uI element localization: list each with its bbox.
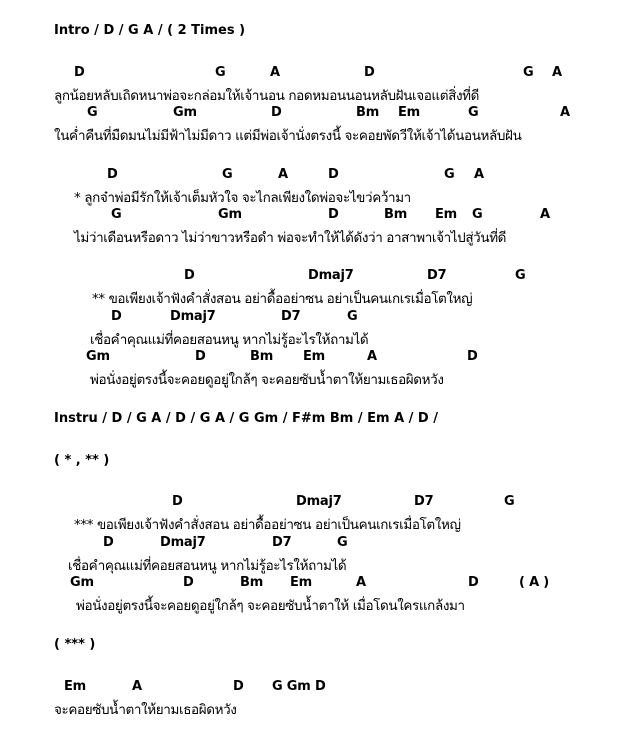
chord-symbol: G [222, 167, 233, 182]
chord-symbol: D [183, 575, 194, 590]
chord-symbol: Gm [86, 349, 110, 364]
chord-symbol: G [87, 105, 98, 120]
chord-symbol: G [515, 268, 526, 283]
chord-symbol: D [233, 679, 244, 694]
chorus1-lyric-2: ไม่ว่าเดือนหรือดาว ไม่ว่าขาวหรือดำ พ่อจะทำให้ได้ดังว่า อาสาพาเจ้าไปสู่วันที่ดี [74, 230, 507, 246]
chord-symbol: D [364, 65, 375, 80]
chord-symbol: A [278, 167, 288, 182]
instru-line: Instru / D / G A / D / G A / G Gm / F#m Bm / Em A / D / [54, 411, 438, 426]
chord-symbol: Em [303, 349, 326, 364]
chord-symbol: D [74, 65, 85, 80]
chord-symbol: A [270, 65, 280, 80]
chord-symbol: G [468, 105, 479, 120]
intro-line: Intro / D / G A / ( 2 Times ) [54, 23, 246, 38]
chord-symbol: D [467, 349, 478, 364]
chord-symbol: G [504, 494, 515, 509]
chord-symbol: ( A ) [519, 575, 549, 590]
chord-symbol: D [107, 167, 118, 182]
chord-symbol: G [337, 535, 348, 550]
chord-symbol: D [184, 268, 195, 283]
chord-symbol: D7 [414, 494, 434, 509]
repeat-marker-2: ( *** ) [54, 637, 96, 652]
chorus3-lyric-2: เชื่อคำคุณแม่ที่คอยสอนหนู หากไม่รู้อะไรให้ถามได้ [68, 558, 347, 574]
chord-symbol: D [195, 349, 206, 364]
chord-symbol: Bm [356, 105, 380, 120]
chord-symbol: D7 [272, 535, 292, 550]
chord-symbol: G [472, 207, 483, 222]
outro-lyric: จะคอยซับน้ำตาให้ยามเธอผิดหวัง [54, 702, 237, 718]
chord-symbol: Gm [70, 575, 94, 590]
chord-symbol: Bm [384, 207, 408, 222]
verse1-lyric-2: ในค่ำคืนที่มืดมนไม่มีฟ้าไม่มีดาว แต่มีพ่อเจ้านั่งตรงนี้ จะคอยพัดวีให้เจ้าได้นอนหลับฝัน [54, 128, 522, 144]
verse1-lyric-1: ลูกน้อยหลับเถิดหนาพ่อจะกล่อมให้เจ้านอน กอดหมอนนอนหลับฝันเจอแต่สิ่งที่ดี [54, 88, 479, 104]
chord-symbol: Em [398, 105, 421, 120]
repeat-marker-1: ( * , ** ) [54, 453, 110, 468]
chord-symbol: A [474, 167, 484, 182]
chorus1-lyric-1: * ลูกจ๋าพ่อมีรักให้เจ้าเต็มหัวใจ จะไกลเพียงใดพ่อจะไขว่คว้ามา [74, 190, 411, 206]
chorus2-lyric-3: พ่อนั่งอยู่ตรงนี้จะคอยดูอยู่ใกล้ๆ จะคอยซับน้ำตาให้ยามเธอผิดหวัง [90, 372, 444, 388]
chord-symbol: Bm [250, 349, 274, 364]
chorus2-lyric-2: เชื่อคำคุณแม่ที่คอยสอนหนู หากไม่รู้อะไรให้ถามได้ [90, 332, 369, 348]
chorus3-lyric-1: *** ขอเพียงเจ้าฟังคำสั่งสอน อย่าดื้ออย่าซน อย่าเป็นคนเกเรเมื่อโตใหญ่ [74, 517, 461, 533]
chord-symbol: G [444, 167, 455, 182]
chord-symbol: D [111, 309, 122, 324]
chord-symbol: A [367, 349, 377, 364]
chord-symbol: D7 [281, 309, 301, 324]
chord-symbol: D [271, 105, 282, 120]
chorus3-lyric-3: พ่อนั่งอยู่ตรงนี้จะคอยดูอยู่ใกล้ๆ จะคอยซับน้ำตาให้ เมื่อโดนใครแกล้งมา [76, 598, 465, 614]
chord-symbol: G Gm D [272, 679, 326, 694]
chord-symbol: Dmaj7 [308, 268, 354, 283]
chord-symbol: G [523, 65, 534, 80]
chord-symbol: A [560, 105, 570, 120]
chord-symbol: D [103, 535, 114, 550]
chord-symbol: Bm [240, 575, 264, 590]
chord-symbol: D [328, 207, 339, 222]
chord-symbol: D [172, 494, 183, 509]
chord-symbol: Dmaj7 [296, 494, 342, 509]
chord-symbol: G [215, 65, 226, 80]
chord-symbol: A [540, 207, 550, 222]
chord-symbol: Em [435, 207, 458, 222]
chord-symbol: D7 [427, 268, 447, 283]
chord-symbol: Dmaj7 [160, 535, 206, 550]
chorus2-lyric-1: ** ขอเพียงเจ้าฟังคำสั่งสอน อย่าดื้ออย่าซน อย่าเป็นคนเกเรเมื่อโตใหญ่ [92, 291, 473, 307]
chord-symbol: Em [290, 575, 313, 590]
chord-symbol: Gm [218, 207, 242, 222]
chord-symbol: D [468, 575, 479, 590]
chord-symbol: A [356, 575, 366, 590]
chord-symbol: A [132, 679, 142, 694]
chord-symbol: D [328, 167, 339, 182]
chord-symbol: G [111, 207, 122, 222]
chord-symbol: Dmaj7 [170, 309, 216, 324]
chord-symbol: Em [64, 679, 87, 694]
chord-symbol: Gm [173, 105, 197, 120]
chord-symbol: G [347, 309, 358, 324]
chord-symbol: A [552, 65, 562, 80]
